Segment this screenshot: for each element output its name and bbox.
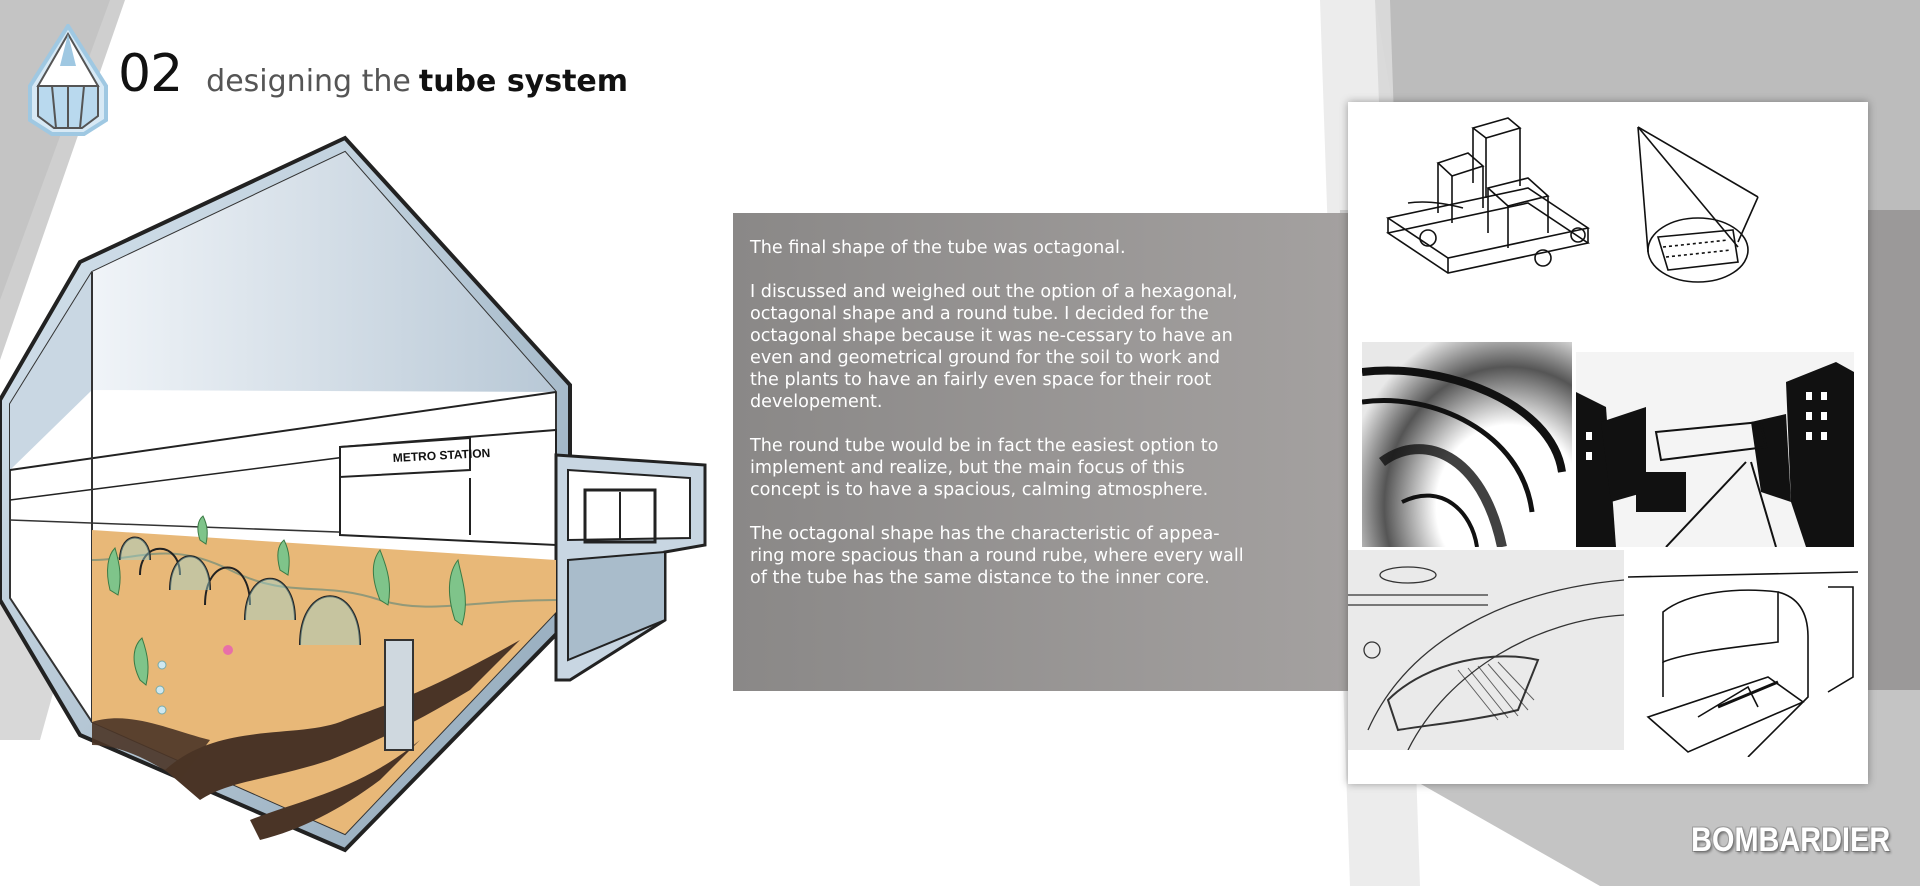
paragraph-1: The final shape of the tube was octagonal. <box>750 238 1126 258</box>
title-emphasis: tube system <box>418 64 629 99</box>
octagon-tube-logo-icon <box>22 24 114 136</box>
sketch-buildings-platform <box>1368 108 1608 338</box>
metro-station-sign: METRO STATION <box>392 445 491 465</box>
sketch-pencil-train-tube <box>1348 550 1624 750</box>
paragraph-4: The octagonal shape has the characteristic of appea-ring more spacious than a round rube, where every wall of the tube has the same distance to the inner core. <box>750 524 1244 588</box>
title-prefix: designing the <box>206 64 411 99</box>
sketch-tube-interior <box>1628 567 1858 757</box>
section-number: 02 <box>118 44 183 104</box>
bombardier-logo: BOMBARDIER <box>1690 821 1890 859</box>
sketch-city-street <box>1576 352 1854 547</box>
sketch-collage <box>1348 102 1868 784</box>
paragraph-3: The round tube would be in fact the easiest option to implement and realize, but the main focus of this concept is to have a spacious, calming atmosphere. <box>750 436 1219 500</box>
page-title <box>118 44 628 104</box>
sketch-tube-cone <box>1628 122 1768 292</box>
paragraph-2: I discussed and weighed out the option of a hexagonal, octagonal shape and a round tube. I decided for the octagonal shape because it was ne-cessary to have an even and geometrical ground for the soil to work and the plants to have an fairly even space for their root developement. <box>750 282 1238 412</box>
description-text <box>750 237 1250 611</box>
tube-cross-section-illustration <box>0 130 720 860</box>
sketch-charcoal-tube <box>1362 342 1572 547</box>
